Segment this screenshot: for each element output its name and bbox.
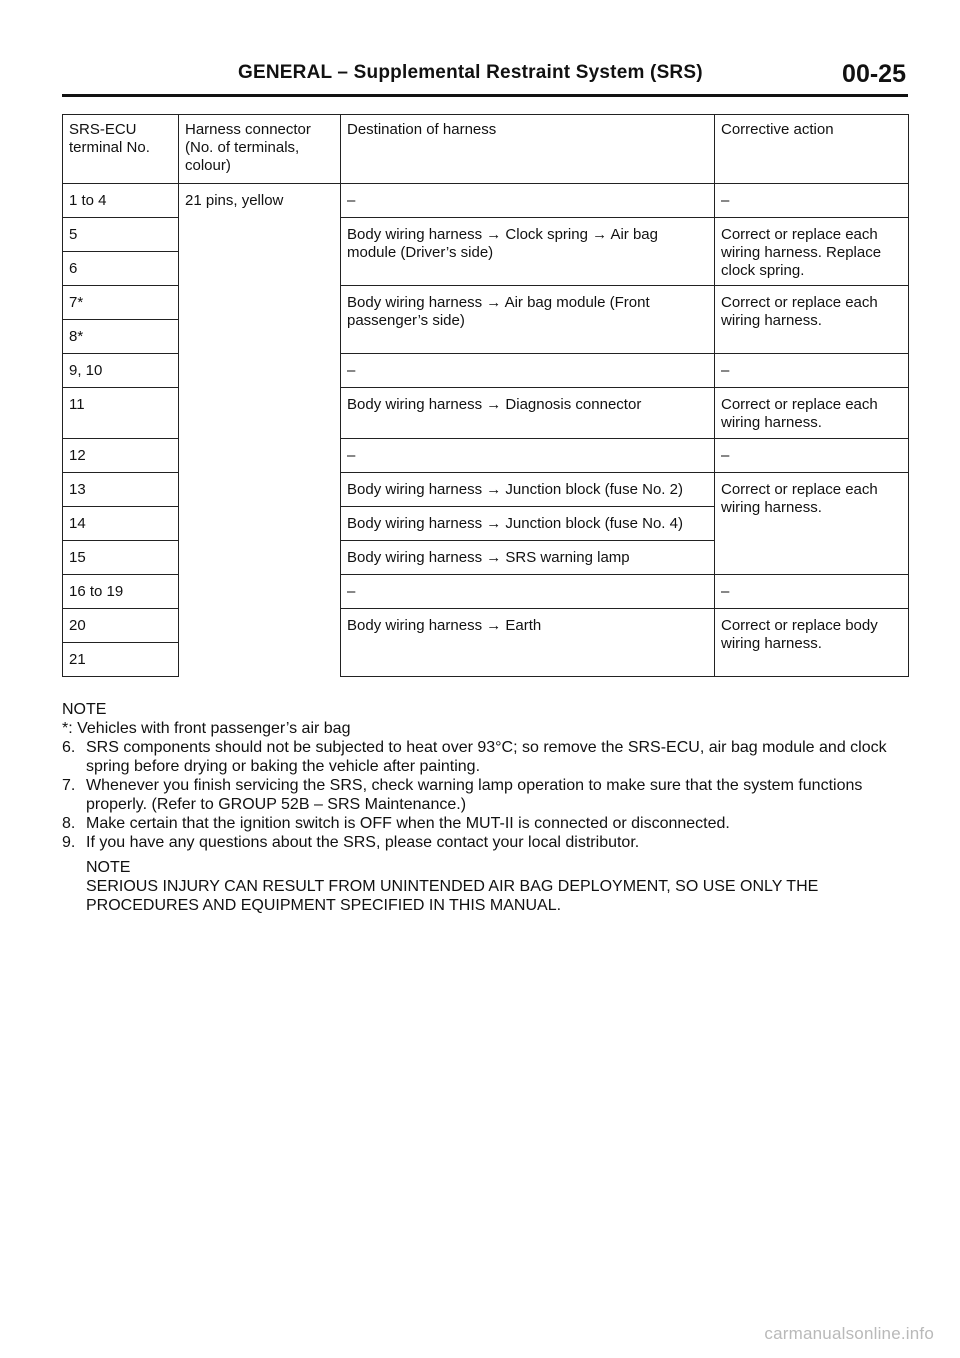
terminal-cell: 9, 10 bbox=[63, 354, 179, 388]
action-cell: – bbox=[715, 439, 909, 473]
terminal-cell: 13 bbox=[63, 473, 179, 507]
step-text: Whenever you finish servicing the SRS, check warning lamp operation to make sure that the system functions properly. (Refer to GROUP 52B – SRS Maintenance.) bbox=[86, 777, 863, 813]
procedure-list bbox=[62, 738, 910, 852]
srs-terminal-table bbox=[62, 114, 909, 677]
note-heading: NOTE bbox=[86, 859, 131, 876]
destination-cell: – bbox=[341, 184, 715, 218]
terminal-cell: 1 to 4 bbox=[63, 184, 179, 218]
warning-note bbox=[62, 858, 910, 915]
note-heading: NOTE bbox=[62, 701, 107, 718]
destination-cell: – bbox=[341, 575, 715, 609]
list-item bbox=[62, 833, 910, 852]
action-cell: Correct or replace each wiring harness. bbox=[715, 286, 909, 354]
connector-cell: 21 pins, yellow bbox=[179, 184, 341, 677]
list-item bbox=[62, 738, 910, 776]
step-number: 6. bbox=[62, 739, 76, 756]
terminal-cell: 6 bbox=[63, 252, 179, 286]
terminal-cell: 16 to 19 bbox=[63, 575, 179, 609]
header-action: Corrective action bbox=[715, 115, 909, 184]
header-terminal bbox=[63, 115, 179, 184]
note-text: *: Vehicles with front passenger’s air bag bbox=[62, 720, 351, 737]
step-number: 9. bbox=[62, 834, 76, 851]
destination-cell: – bbox=[341, 354, 715, 388]
terminal-cell: 5 bbox=[63, 218, 179, 252]
action-cell: – bbox=[715, 354, 909, 388]
page-header bbox=[62, 60, 908, 97]
step-text: SRS components should not be subjected to heat over 93°C; so remove the SRS-ECU, air bag module and clock spring before drying or baking the vehicle after painting. bbox=[86, 739, 887, 775]
header-connector-line: (No. of terminals, bbox=[185, 139, 300, 156]
action-cell: Correct or replace each wiring harness. bbox=[715, 388, 909, 439]
destination-cell: Body wiring harness → Earth bbox=[341, 609, 715, 677]
header-connector-line: Harness connector bbox=[185, 121, 311, 138]
destination-cell: Body wiring harness → Junction block (fuse No. 2) bbox=[341, 473, 715, 507]
destination-cell: Body wiring harness → Air bag module (Front passenger’s side) bbox=[341, 286, 715, 354]
table-row bbox=[63, 184, 909, 218]
destination-cell: – bbox=[341, 439, 715, 473]
action-cell: Correct or replace body wiring harness. bbox=[715, 609, 909, 677]
header-connector-line: colour) bbox=[185, 157, 231, 174]
destination-cell: Body wiring harness → SRS warning lamp bbox=[341, 541, 715, 575]
table-header-row bbox=[63, 115, 909, 184]
destination-cell: Body wiring harness → Clock spring → Air bag module (Driver’s side) bbox=[341, 218, 715, 286]
header-connector bbox=[179, 115, 341, 184]
header-terminal-line: SRS-ECU bbox=[69, 121, 137, 138]
action-cell: – bbox=[715, 575, 909, 609]
page-number: 00-25 bbox=[842, 60, 906, 88]
list-item bbox=[62, 776, 910, 814]
terminal-cell: 20 bbox=[63, 609, 179, 643]
terminal-cell: 12 bbox=[63, 439, 179, 473]
terminal-cell: 11 bbox=[63, 388, 179, 439]
terminal-cell: 15 bbox=[63, 541, 179, 575]
watermark: carmanualsonline.info bbox=[764, 1324, 934, 1343]
terminal-cell: 14 bbox=[63, 507, 179, 541]
page-title: GENERAL – Supplemental Restraint System (SRS) bbox=[238, 62, 703, 83]
terminal-cell: 21 bbox=[63, 643, 179, 677]
step-text: If you have any questions about the SRS, please contact your local distributor. bbox=[86, 834, 640, 851]
action-cell: Correct or replace each wiring harness. bbox=[715, 473, 909, 575]
step-number: 8. bbox=[62, 815, 76, 832]
warning-text: SERIOUS INJURY CAN RESULT FROM UNINTENDED AIR BAG DEPLOYMENT, SO USE ONLY THE PROCEDURES AND EQUIPMENT SPECIFIED IN THIS MANUAL. bbox=[86, 878, 819, 914]
step-text: Make certain that the ignition switch is OFF when the MUT-II is connected or disconnected. bbox=[86, 815, 730, 832]
terminal-cell: 7* bbox=[63, 286, 179, 320]
action-cell: Correct or replace each wiring harness. Replace clock spring. bbox=[715, 218, 909, 286]
header-destination: Destination of harness bbox=[341, 115, 715, 184]
terminal-cell: 8* bbox=[63, 320, 179, 354]
destination-cell: Body wiring harness → Diagnosis connector bbox=[341, 388, 715, 439]
notes-section bbox=[62, 700, 910, 915]
destination-cell: Body wiring harness → Junction block (fuse No. 4) bbox=[341, 507, 715, 541]
list-item bbox=[62, 814, 910, 833]
action-cell: – bbox=[715, 184, 909, 218]
header-terminal-line: terminal No. bbox=[69, 139, 150, 156]
step-number: 7. bbox=[62, 777, 76, 794]
